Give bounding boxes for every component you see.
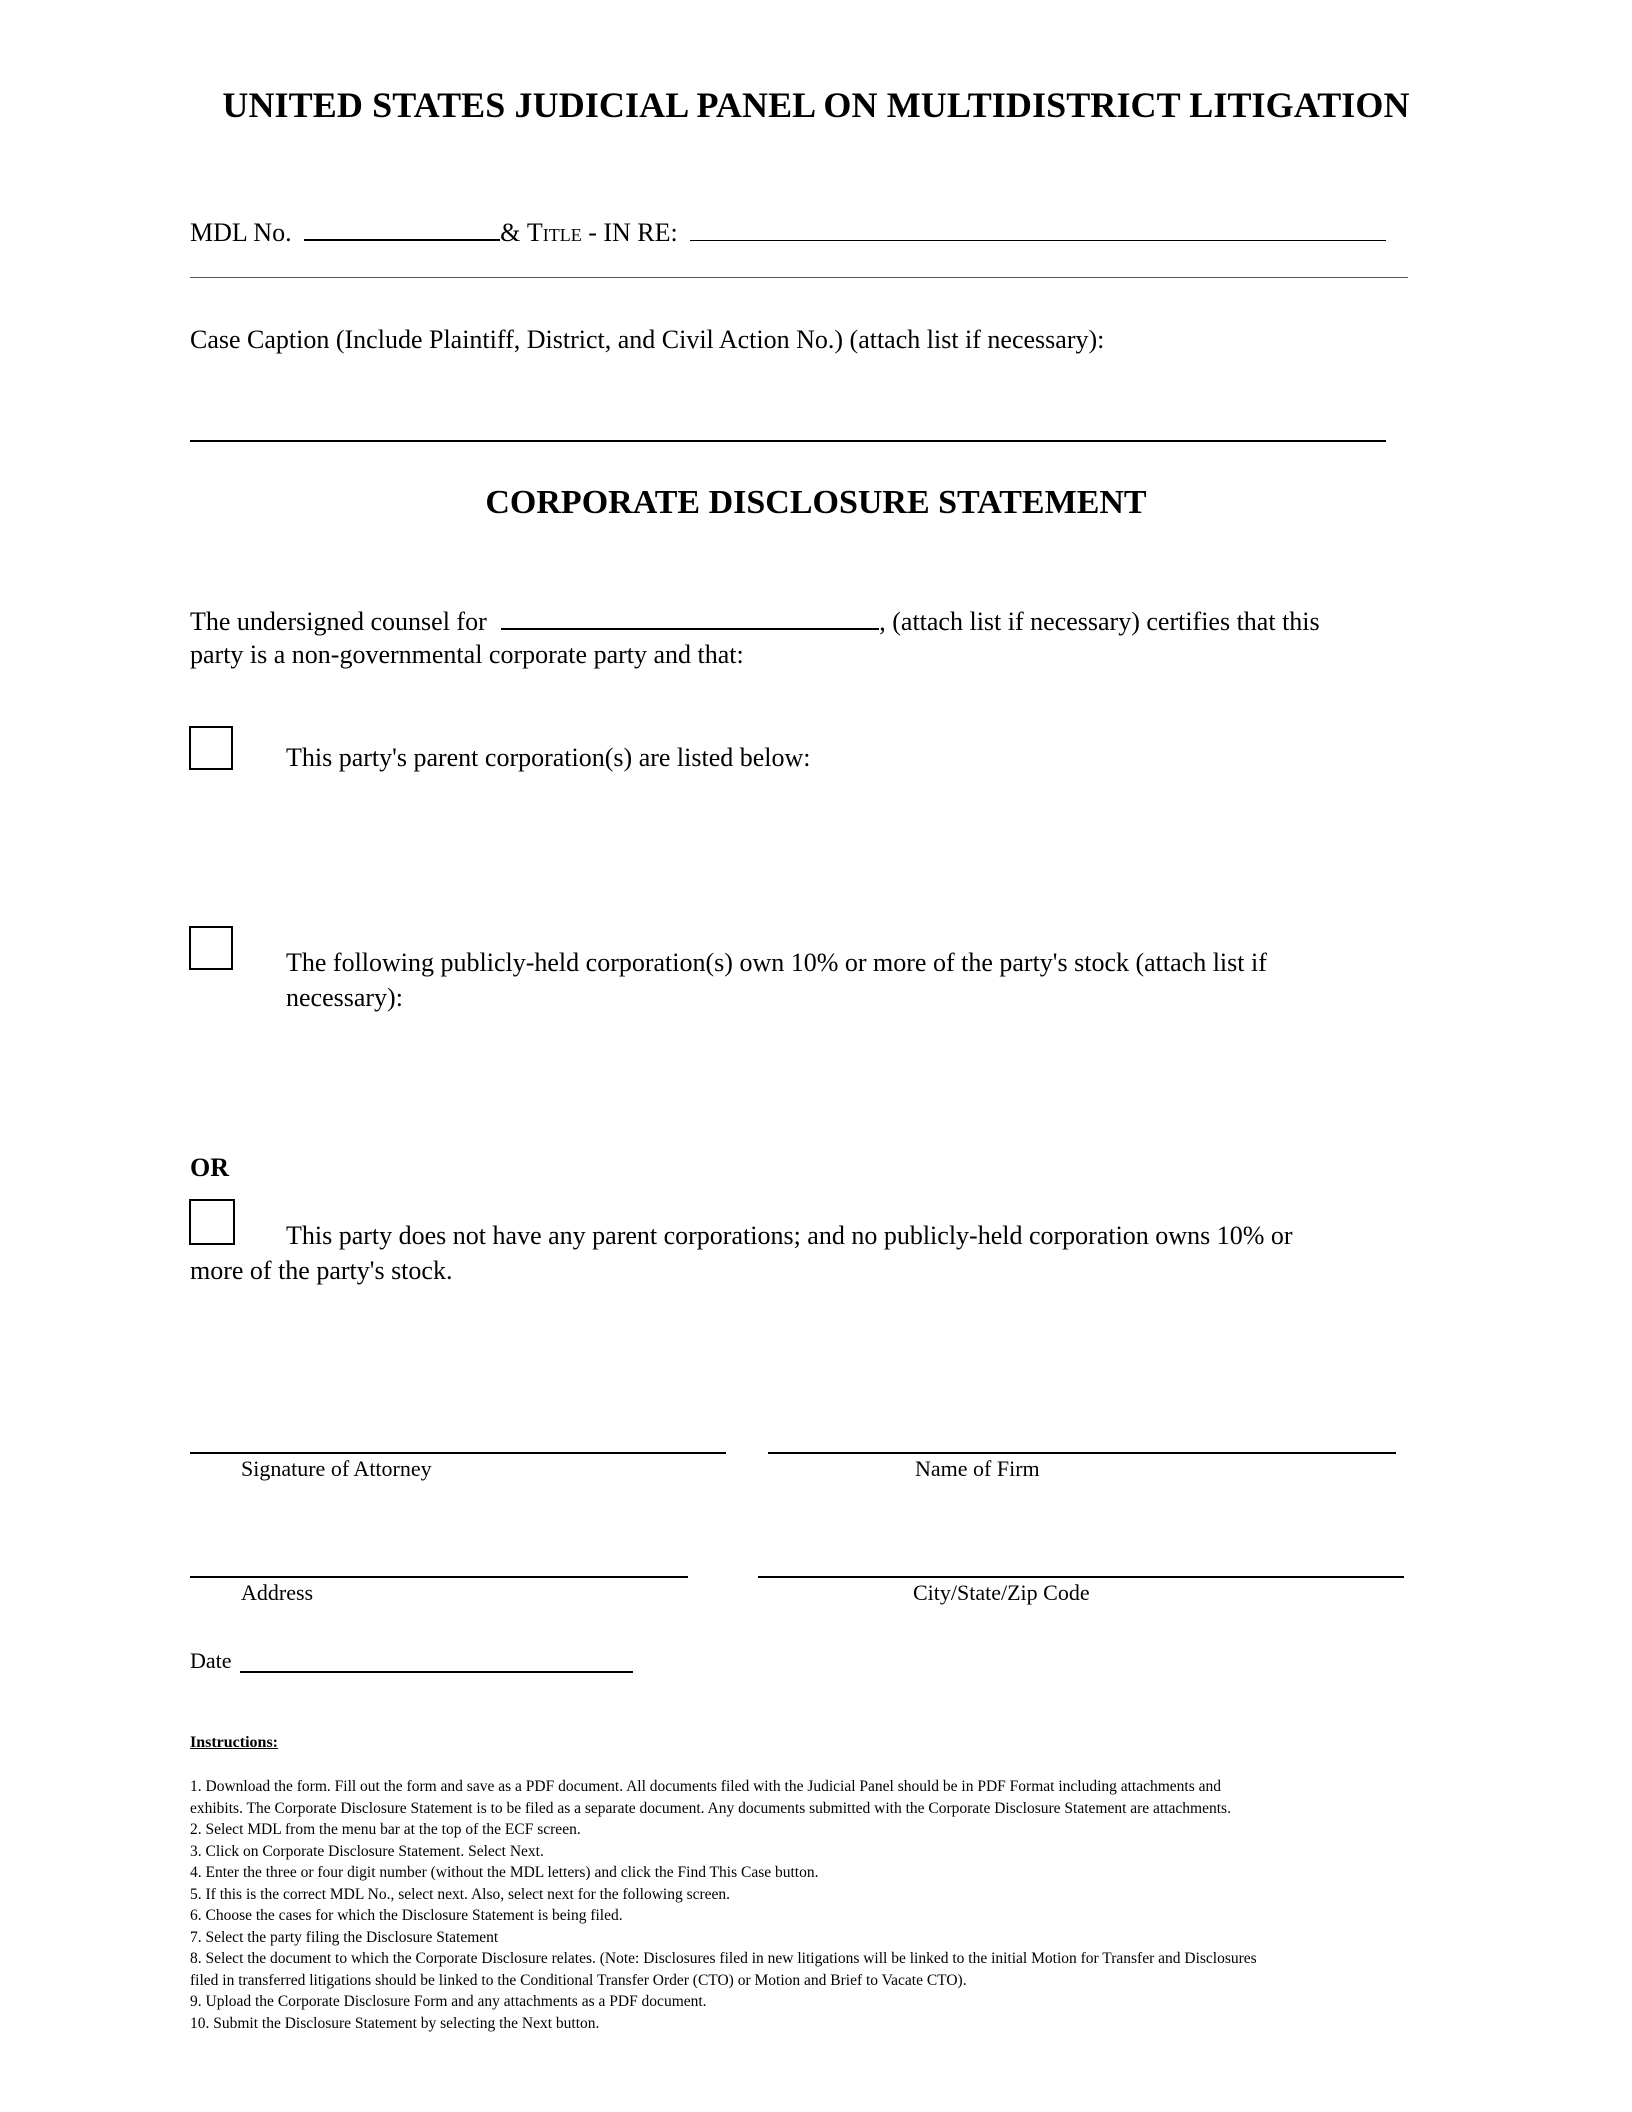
title-word: Title: [526, 218, 582, 247]
counsel-line-1: [190, 602, 1430, 639]
case-caption-label: Case Caption (Include Plaintiff, District, and Civil Action No.) (attach list if necessary):: [190, 325, 1105, 354]
instruction-line: 9. Upload the Corporate Disclosure Form and any attachments as a PDF document.: [190, 1993, 707, 2010]
date-field[interactable]: [240, 1671, 633, 1673]
signature-label: Signature of Attorney: [241, 1456, 432, 1481]
title-amp: &: [500, 218, 527, 247]
document-title: UNITED STATES JUDICIAL PANEL ON MULTIDISTRICT LITIGATION: [222, 85, 1410, 125]
statement-heading: CORPORATE DISCLOSURE STATEMENT: [485, 484, 1147, 521]
option2-text-line2: necessary):: [286, 983, 403, 1012]
instruction-line: 1. Download the form. Fill out the form and save as a PDF document. All documents filed with the Judicial Panel should be in PDF Format including attachments and: [190, 1778, 1222, 1795]
case-caption-field[interactable]: [190, 440, 1386, 442]
signature-field[interactable]: [190, 1452, 726, 1454]
instructions-heading: Instructions:: [190, 1734, 279, 1751]
city-state-zip-label: City/State/Zip Code: [913, 1580, 1090, 1605]
counsel-prefix: The undersigned counsel for: [190, 607, 487, 636]
option2-text-line1: The following publicly-held corporation(s) own 10% or more of the party's stock (attach list if: [286, 948, 1267, 977]
mdl-number-field[interactable]: [304, 213, 500, 241]
instruction-line: 7. Select the party filing the Disclosure Statement: [190, 1928, 499, 1946]
mdl-label: MDL No.: [190, 218, 292, 247]
publicly-held-checkbox[interactable]: [189, 926, 233, 970]
counsel-line-2: party is a non-governmental corporate party and that:: [190, 640, 744, 669]
instruction-line: exhibits. The Corporate Disclosure Statement is to be filed as a separate document. Any documents submitted with the Corporate Disclosure Statement are attachments.: [190, 1799, 1231, 1817]
option3-text-line2: more of the party's stock.: [190, 1256, 453, 1285]
instruction-line: 4. Enter the three or four digit number (without the MDL letters) and click the Find This Case button.: [190, 1864, 819, 1881]
counsel-party-field[interactable]: [501, 602, 879, 630]
address-field[interactable]: [190, 1576, 688, 1578]
no-parent-checkbox[interactable]: [189, 1199, 235, 1245]
instruction-line: 10. Submit the Disclosure Statement by selecting the Next button.: [190, 2014, 600, 2032]
instruction-line: filed in transferred litigations should be linked to the Conditional Transfer Order (CTO) or Motion and Brief to Vacate CTO).: [190, 1971, 967, 1989]
instruction-line: 6. Choose the cases for which the Disclosure Statement is being filed.: [190, 1907, 623, 1924]
city-state-zip-field[interactable]: [758, 1576, 1404, 1578]
mdl-title-line: [190, 213, 1410, 250]
counsel-suffix: , (attach list if necessary) certifies that this: [879, 607, 1320, 636]
instruction-line: 2. Select MDL from the menu bar at the top of the ECF screen.: [190, 1821, 581, 1838]
or-label: OR: [190, 1153, 229, 1182]
date-label: Date: [190, 1648, 232, 1673]
option1-text: This party's parent corporation(s) are listed below:: [286, 743, 811, 772]
title-in-re-field[interactable]: [690, 214, 1386, 241]
instruction-line: 3. Click on Corporate Disclosure Statement. Select Next.: [190, 1842, 544, 1860]
option3-text-line1: This party does not have any parent corporations; and no publicly-held corporation owns 10% or: [286, 1221, 1293, 1250]
firm-label: Name of Firm: [915, 1456, 1040, 1481]
parent-corporation-checkbox[interactable]: [189, 726, 233, 770]
title-continuation-line[interactable]: [190, 277, 1408, 278]
instruction-line: 5. If this is the correct MDL No., select next. Also, select next for the following screen.: [190, 1885, 731, 1903]
title-in-re: - IN RE:: [581, 218, 678, 247]
instruction-line: 8. Select the document to which the Corporate Disclosure relates. (Note: Disclosures filed in new litigations will be linked to the initial Motion for Transfer and Disclosures: [190, 1950, 1257, 1967]
address-label: Address: [241, 1580, 314, 1605]
firm-field[interactable]: [768, 1452, 1396, 1454]
instructions-list: [190, 1776, 1450, 2034]
